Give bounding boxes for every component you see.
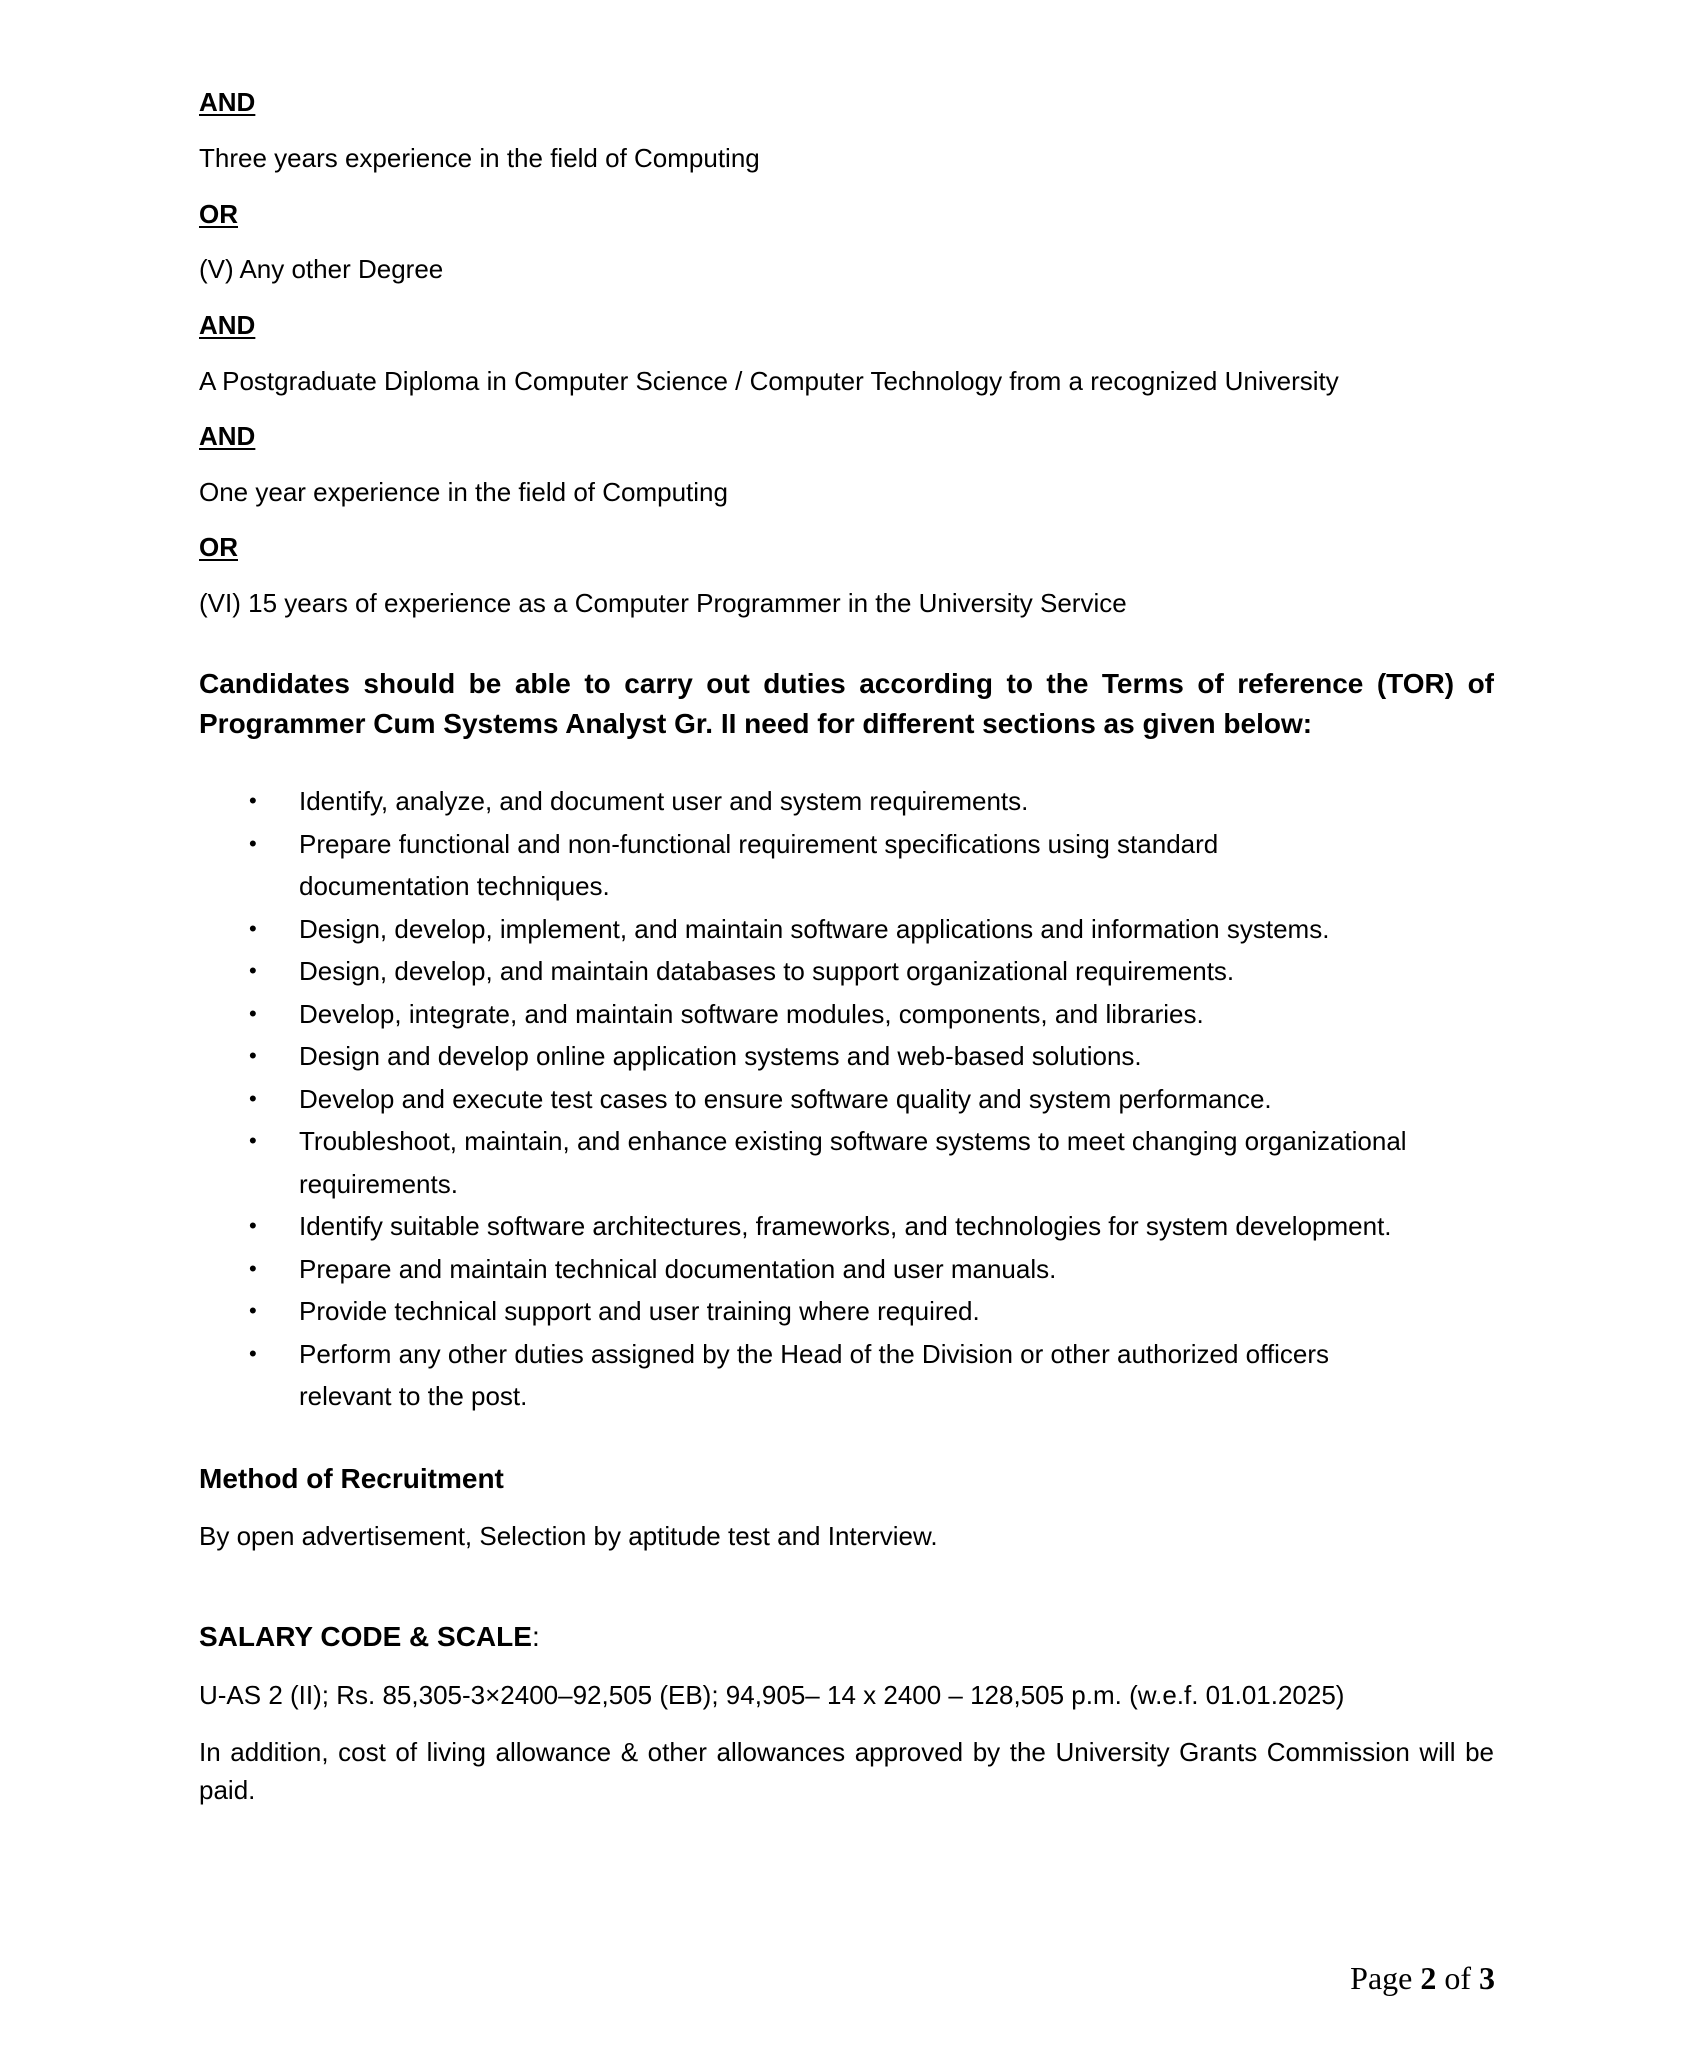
salary-heading-colon: : xyxy=(531,1621,540,1652)
duty-text: Provide technical support and user training where required. xyxy=(299,1296,980,1326)
page-label: Page xyxy=(1350,1960,1413,1996)
and-connector: AND xyxy=(199,310,256,340)
or-connector: OR xyxy=(199,199,238,229)
page-number: 2 xyxy=(1420,1960,1437,1996)
duty-item xyxy=(199,1333,1379,1418)
duty-item xyxy=(199,1120,1494,1205)
bullet-icon: • xyxy=(249,915,257,941)
bullet-icon: • xyxy=(249,1085,257,1111)
duty-item xyxy=(199,823,1344,908)
duty-item xyxy=(199,908,1494,951)
experience-three-years: Three years experience in the field of Computing xyxy=(199,143,760,173)
recruitment-heading: Method of Recruitment xyxy=(199,1463,504,1494)
of-label: of xyxy=(1444,1960,1471,1996)
duty-text: Develop and execute test cases to ensure software quality and system performance. xyxy=(299,1083,1272,1114)
duty-text: Perform any other duties assigned by the Head of the Division or other authorized officers relevant to the post. xyxy=(299,1338,1329,1411)
duties-list xyxy=(199,780,1494,1418)
duty-text: Design, develop, implement, and maintain software applications and information systems. xyxy=(299,913,1330,944)
recruitment-method-text: By open advertisement, Selection by aptitude test and Interview. xyxy=(199,1521,938,1551)
salary-heading-text: SALARY CODE & SCALE xyxy=(199,1621,532,1652)
duty-item xyxy=(199,1078,1494,1121)
tor-heading: Candidates should be able to carry out duties according to the Terms of reference (TOR) of Programmer Cum Systems Analyst Gr. II need for different sections as given below: xyxy=(199,668,1494,739)
bullet-icon: • xyxy=(249,1128,257,1153)
duty-text: Design and develop online application systems and web-based solutions. xyxy=(299,1041,1142,1071)
bullet-icon: • xyxy=(249,1213,257,1238)
pg-diploma-requirement: A Postgraduate Diploma in Computer Science / Computer Technology from a recognized University xyxy=(199,366,1339,396)
page-total: 3 xyxy=(1479,1960,1495,1996)
or-connector: OR xyxy=(199,532,238,562)
duty-item xyxy=(199,993,1494,1036)
and-connector: AND xyxy=(199,421,256,451)
bullet-icon: • xyxy=(249,1255,257,1281)
qualification-option-v: (V) Any other Degree xyxy=(199,254,444,284)
duty-item xyxy=(199,950,1494,993)
bullet-icon: • xyxy=(249,1340,257,1366)
duty-text: Develop, integrate, and maintain software modules, components, and libraries. xyxy=(299,998,1204,1029)
page-footer xyxy=(1350,1958,1495,1998)
duty-text: Prepare functional and non-functional requirement specifications using standard documentation techniques. xyxy=(299,828,1219,901)
duty-text: Prepare and maintain technical documentation and user manuals. xyxy=(299,1253,1057,1284)
duty-item xyxy=(199,1035,1494,1078)
duty-text: Identify, analyze, and document user and system requirements. xyxy=(299,786,1029,816)
salary-scale: U-AS 2 (II); Rs. 85,305-3×2400–92,505 (EB); 94,905– 14 x 2400 – 128,505 p.m. (w.e.f. 01.01.2025) xyxy=(199,1680,1345,1710)
duty-text: Troubleshoot, maintain, and enhance existing software systems to meet changing organizational requirements. xyxy=(299,1126,1407,1199)
duty-item xyxy=(199,1205,1494,1248)
bullet-icon: • xyxy=(249,1000,257,1026)
salary-heading xyxy=(199,1619,540,1655)
duty-item xyxy=(199,1290,1494,1333)
bullet-icon: • xyxy=(249,1298,257,1323)
duty-item xyxy=(199,780,1494,823)
experience-one-year: One year experience in the field of Computing xyxy=(199,477,728,507)
duty-item xyxy=(199,1248,1494,1291)
duty-text: Design, develop, and maintain databases to support organizational requirements. xyxy=(299,956,1235,986)
qualification-option-vi: (VI) 15 years of experience as a Computer Programmer in the University Service xyxy=(199,588,1127,618)
duty-text: Identify suitable software architectures, frameworks, and technologies for system development. xyxy=(299,1211,1392,1241)
bullet-icon: • xyxy=(249,1043,257,1068)
document-page xyxy=(199,0,1494,2060)
allowances-text: In addition, cost of living allowance & other allowances approved by the University Grants Commission will be paid. xyxy=(199,1737,1494,1805)
bullet-icon: • xyxy=(249,958,257,983)
bullet-icon: • xyxy=(249,788,257,813)
bullet-icon: • xyxy=(249,830,257,856)
and-connector: AND xyxy=(199,87,256,117)
